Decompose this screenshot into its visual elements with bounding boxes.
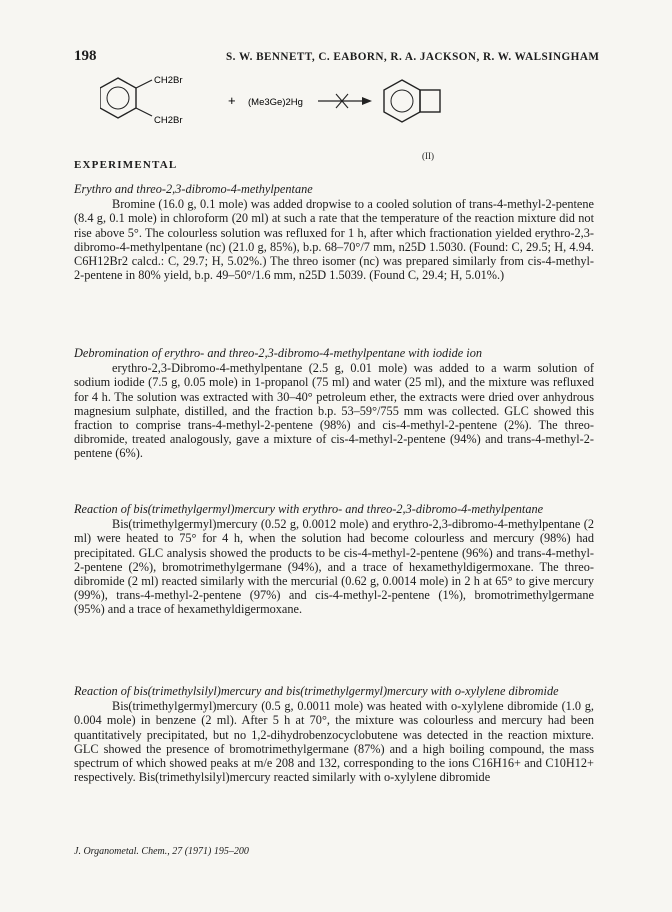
benzene-ring bbox=[100, 78, 136, 118]
substituent-bottom: CH2Br bbox=[154, 115, 183, 126]
section-3 bbox=[74, 502, 594, 617]
compound-label: (II) bbox=[422, 151, 434, 161]
reaction-scheme bbox=[100, 72, 500, 148]
arrow-head bbox=[362, 97, 372, 105]
section-heading: Reaction of bis(trimethylsilyl)mercury and bis(trimethylgermyl)mercury with o-xylylene dibromide bbox=[74, 684, 559, 698]
section-heading: Reaction of bis(trimethylgermyl)mercury with erythro- and threo-2,3-dibromo-4-methylpentane bbox=[74, 502, 544, 516]
aromatic-circle bbox=[107, 87, 129, 109]
section-body: Bromine (16.0 g, 0.1 mole) was added dropwise to a cooled solution of trans-4-methyl-2-pentene (8.4 g, 0.1 mole) in chloroform (20 ml) at such a rate that the temperature of the reaction mixture did not rise above 5°. The colourless solution was refluxed for 1 h, after which fractionation yielded erythro-2,3-dibromo-4-methylpentane (nc) (21.0 g, 85%), b.p. 68–70°/7 mm, n25D 1.5030. (Found: C, 29.5; H, 4.94. C6H12Br2 calcd.: C, 29.7; H, 5.02%.) The threo isomer (nc) was prepared similarly from cis-4-methyl-2-pentene in 80% yield, b.p. 49–50°/1.6 mm, n25D 1.5039. (Found C, 29.4; H, 5.01%.) bbox=[74, 197, 594, 283]
journal-footer: J. Organometal. Chem., 27 (1971) 195–200 bbox=[74, 846, 249, 857]
page-number: 198 bbox=[74, 48, 97, 64]
section-body: erythro-2,3-Dibromo-4-methylpentane (2.5 g, 0.01 mole) was added to a warm solution of sodium iodide (7.5 g, 0.05 mole) in 1-propanol (75 ml) and water (25 ml), and the mixture was refluxed for 4 h. The solution was extracted with 30–40° petroleum ether, the extracts were dried over anhydrous magnesium sulphate, distilled, and the fraction b.p. 53–59°/755 mm was collected. GLC showed this fraction to comprise trans-4-methyl-2-pentene (98%) and cis-4-methyl-2-pentene (2%). The threo-dibromide, treated analogously, gave a mixture of cis-4-methyl-2-pentene (94%) and trans-4-methyl-2-pentene (6%). bbox=[74, 361, 594, 461]
product-benzene-ring bbox=[384, 80, 420, 122]
plus-sign: + bbox=[228, 93, 236, 108]
section-2 bbox=[74, 346, 594, 461]
reagent-formula: (Me3Ge)2Hg bbox=[248, 97, 303, 108]
product-aromatic-circle bbox=[391, 90, 413, 112]
section-1 bbox=[74, 182, 594, 282]
substituent-top: CH2Br bbox=[154, 75, 183, 86]
section-4 bbox=[74, 684, 594, 784]
running-header-authors: S. W. BENNETT, C. EABORN, R. A. JACKSON, R. W. WALSINGHAM bbox=[226, 51, 600, 63]
section-body: Bis(trimethylgermyl)mercury (0.5 g, 0.0011 mole) was heated with o-xylylene dibromide (1.0 g, 0.004 mole) in benzene (2 ml). After 5 h at 70°, the mixture was colourless and mercury had been quantitatively precipitated, but no 1,2-dihydrobenzocyclobutene was detected in the reaction mixture. GLC showed the presence of bromotrimethylgermane (87%) and a high boiling compound, the mass spectrum of which showed peaks at m/e 208 and 132, corresponding to the ions C16H16+ and C10H12+ respectively. Bis(trimethylsilyl)mercury reacted similarly with o-xylylene dibromide bbox=[74, 699, 594, 785]
section-heading: Erythro and threo-2,3-dibromo-4-methylpentane bbox=[74, 182, 313, 196]
section-heading: Debromination of erythro- and threo-2,3-dibromo-4-methylpentane with iodide ion bbox=[74, 346, 483, 360]
section-body: Bis(trimethylgermyl)mercury (0.52 g, 0.0012 mole) and erythro-2,3-dibromo-4-methylpentane (2 ml) were heated to 75° for 4 h, when the solution had become colourless and mercury (98%) had precipitated. GLC analysis showed the products to be cis-4-methyl-2-pentene (96%) and trans-4-methyl-2-pentene (2%), bromotrimethylgermane (94%), and a trace of hexamethyldigermoxane. The threo-dibromide (2 ml) reacted similarly with the mercurial (0.62 g, 0.0014 mole) in 2 h at 65° to give mercury (99%), trans-4-methyl-2-pentene (97%) and cis-4-methyl-2-pentene (1%), bromotrimethylgermane (95%) and a trace of hexamethyldigermoxane. bbox=[74, 517, 594, 617]
section-title: EXPERIMENTAL bbox=[74, 159, 178, 171]
cyclobutene-ring bbox=[420, 90, 440, 112]
